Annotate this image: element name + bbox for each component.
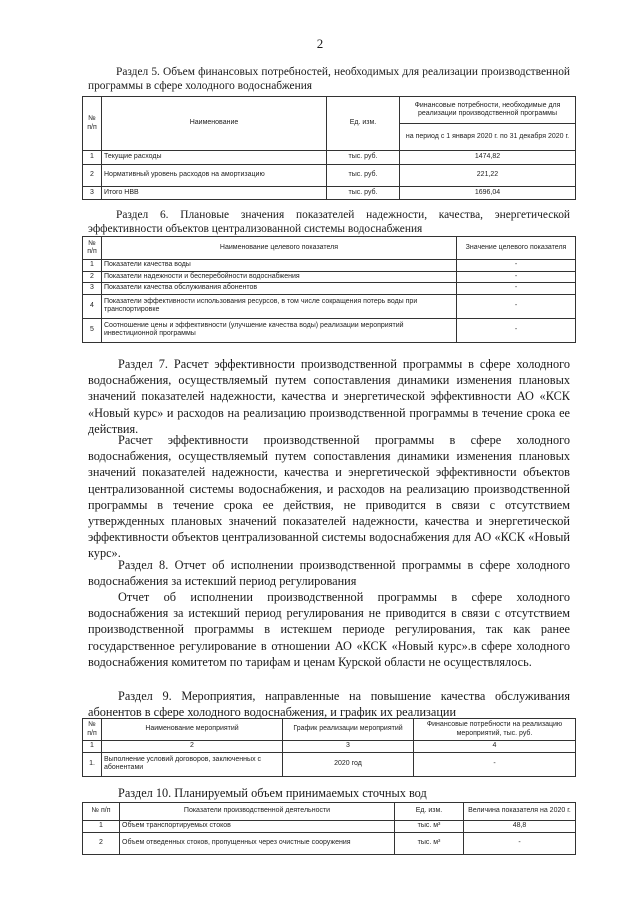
table-row: 5 Соотношение цены и эффективности (улучшение качества воды) реализации мероприятий инвестиционной программы - [83, 318, 576, 342]
section5-table [82, 96, 576, 200]
section9-table [82, 718, 576, 777]
table-header: Наименование [102, 97, 327, 151]
table-row: 1. Выполнение условий договоров, заключенных с абонентами 2020 год - [83, 752, 576, 776]
table-row: 1 Объем транспортируемых стоков тыс. м³ 48,8 [83, 821, 576, 833]
table-header: № п/п [83, 803, 120, 821]
section8-paragraph: Отчет об исполнении производственной программы в сфере холодного водоснабжения за истекший период регулирования не приводится в связи с отсутствием производственной программы в истекшем периоде регулирования, так как ранее государственное регулирование в отношении АО «КСК «Новый курс».в сфере холодного водоснабжения комитетом по тарифам и ценам Курской области не осуществлялось. [88, 590, 570, 669]
section6-table [82, 236, 576, 343]
section10-table [82, 802, 576, 855]
table-header: на период с 1 января 2020 г. по 31 декабря 2020 г. [400, 124, 576, 151]
section7-paragraph-1: Раздел 7. Расчет эффективности производственной программы в сфере холодного водоснабжения, осуществляемый путем сопоставления динамики изменения плановых значений показателей надежности, качества и энергетической эффективности АО «КСК «Новый курс» и расходов на реализацию производственной программы в течение срока ее действия. [88, 357, 570, 436]
table-header: Финансовые потребности, необходимые для реализации производственной программы [400, 97, 576, 124]
table-header: Финансовые потребности на реализацию мероприятий, тыс. руб. [414, 719, 576, 741]
section7-paragraph-2: Расчет эффективности производственной программы в сфере холодного водоснабжения, осуществляемый путем сопоставления динамики изменения плановых значений показателей надежности, качества и энергетической эффективности объектов централизованной системы водоснабжения, и расходов на реализацию производственной программы в течение срока ее действия, не приводится в связи с отсутствием утвержденных плановых значений показателей надежности, качества и энергетической эффективности объектов централизованной системы водоснабжения для АО «КСК «Новый курс». [88, 433, 570, 561]
table-header: № п/п [83, 237, 102, 260]
table-row: 4 Показатели эффективности использования ресурсов, в том числе сокращения потерь воды при транспортировке - [83, 294, 576, 318]
table-row: 2 Показатели надежности и бесперебойности водоснабжения - [83, 271, 576, 283]
section9-heading: Раздел 9. Мероприятия, направленные на повышение качества обслуживания абонентов в сфере холодного водоснабжения, и график их реализации [88, 689, 570, 720]
section8-heading: Раздел 8. Отчет об исполнении производственной программы в сфере холодного водоснабжения за истекший период регулирования [88, 558, 570, 589]
section5-heading: Раздел 5. Объем финансовых потребностей, необходимых для реализации производственной программы в сфере холодного водоснабжения [88, 66, 570, 92]
table-row: 1 Текущие расходы тыс. руб. 1474,82 [83, 151, 576, 165]
table-row: 3 Итого НВВ тыс. руб. 1696,04 [83, 187, 576, 200]
table-header: Наименование целевого показателя [102, 237, 457, 260]
table-header: Ед. изм. [327, 97, 400, 151]
table-row: 2 Нормативный уровень расходов на амортизацию тыс. руб. 221,22 [83, 165, 576, 187]
table-row: 3 Показатели качества обслуживания абонентов - [83, 283, 576, 295]
table-row: 2 Объем отведенных стоков, пропущенных через очистные сооружения тыс. м³ - [83, 832, 576, 854]
table-header: Значение целевого показателя [457, 237, 576, 260]
table-row: 1 2 3 4 [83, 741, 576, 753]
table-row: 1 Показатели качества воды - [83, 260, 576, 272]
section6-heading: Раздел 6. Плановые значения показателей надежности, качества, энергетической эффективности объектов централизованной системы водоснабжения [88, 209, 570, 235]
table-header: Величина показателя на 2020 г. [464, 803, 576, 821]
table-header: Наименование мероприятий [102, 719, 283, 741]
table-header: График реализации мероприятий [283, 719, 414, 741]
table-header: № п/п [83, 97, 102, 151]
section10-heading: Раздел 10. Планируемый объем принимаемых сточных вод [118, 786, 427, 800]
table-header: Показатели производственной деятельности [120, 803, 395, 821]
table-header: Ед. изм. [395, 803, 464, 821]
table-header: № п/п [83, 719, 102, 741]
page-number: 2 [316, 36, 324, 51]
